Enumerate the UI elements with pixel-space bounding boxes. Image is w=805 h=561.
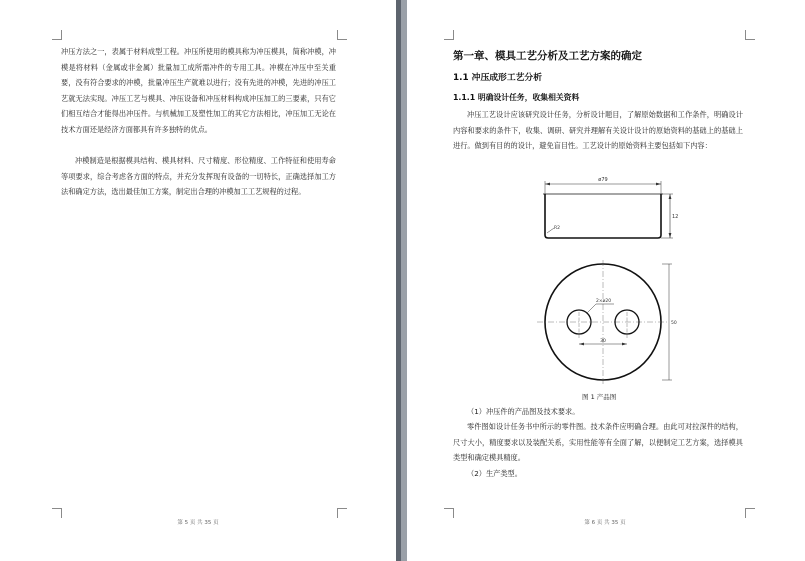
- product-drawing: [532, 172, 682, 384]
- crop-mark: [745, 30, 755, 40]
- list-item-2: （2）生产类型。: [467, 469, 522, 478]
- crop-mark: [337, 30, 347, 40]
- intro-paragraph: 冲压工艺设计应该研究设计任务，分析设计题目，了解原始数据和工作条件，明确设计内容和要求的条件下，收集、调研、研究并理解有关设计设计的原始资料的基础上的基础上进行。做到有目的的设计，避免盲目性。工艺设计的原始资料主要包括如下内容：: [453, 110, 743, 150]
- side-dimension-label: 50: [671, 321, 677, 326]
- body-paragraph: 冲压方法之一，表属于材料成型工程。冲压所使用的模具称为冲压模具，简称冲模，冲模是将材料（金属或非金属）批量加工成所需冲件的专用工具。冲模在冲压中至关重要，没有符合要求的冲模，批量冲压生产就难以进行；没有先进的冲模，先进的冲压工艺就无法实现。冲压工艺与模具、冲压设备和冲压材料构成冲压加工的三要素，只有它们相互结合才能得出冲压件。与机械加工及塑性加工的其它方法相比，冲压加工无论在技术方面还是经济方面都具有许多独特的优点。: [61, 47, 336, 134]
- item1-paragraph: 零件图如设计任务书中所示的零件图。技术条件应明确合理。由此可对拉深件的结构，尺寸大小，精度要求以及装配关系，实用性能等有全面了解，以便制定工艺方案，选择模具类型和确定模具精度。: [453, 422, 743, 462]
- center-distance-label: 30: [600, 339, 606, 344]
- crop-mark: [745, 508, 755, 518]
- crop-mark: [52, 30, 62, 40]
- leader-line: [547, 228, 554, 233]
- arrowhead: [656, 183, 661, 186]
- list-item-1: （1）冲压件的产品图及技术要求。: [467, 407, 580, 416]
- page-footer: 第 5 页 共 35 页: [177, 520, 219, 526]
- chapter-heading: 第一章、模具工艺分析及工艺方案的确定: [453, 50, 642, 62]
- holes-dimension-label: 2×ø20: [596, 299, 612, 304]
- arrowhead: [545, 183, 550, 186]
- leader-line: [587, 304, 596, 313]
- diameter-dimension-label: ø79: [598, 177, 608, 183]
- figure-caption: 图 1 产品图: [582, 393, 617, 401]
- crop-mark: [52, 508, 62, 518]
- arrowhead: [579, 343, 584, 346]
- radius-dimension-label: R2: [554, 226, 560, 231]
- arrowhead: [622, 343, 627, 346]
- document-page-right: [407, 0, 805, 561]
- crop-mark: [444, 30, 454, 40]
- part-side-view: [545, 194, 661, 238]
- height-dimension-label: 12: [672, 214, 679, 220]
- subsection-heading: 1.1.1 明确设计任务，收集相关资料: [453, 93, 580, 102]
- arrowhead: [669, 194, 672, 199]
- crop-mark: [444, 508, 454, 518]
- crop-mark: [337, 508, 347, 518]
- page-footer: 第 6 页 共 35 页: [584, 520, 626, 526]
- arrowhead: [669, 233, 672, 238]
- body-paragraph: 冲模制造是根据模具结构、模具材料、尺寸精度、形位精度、工作特征和使用寿命等项要求，综合考虑各方面的特点，并充分发挥现有设备的一切特长，正确选择加工方法和确定方法，选出最佳加工方案，制定出合理的冲模加工工艺规程的过程。: [61, 156, 336, 196]
- section-heading: 1.1 冲压成形工艺分析: [453, 73, 543, 83]
- document-page-left: [0, 0, 396, 561]
